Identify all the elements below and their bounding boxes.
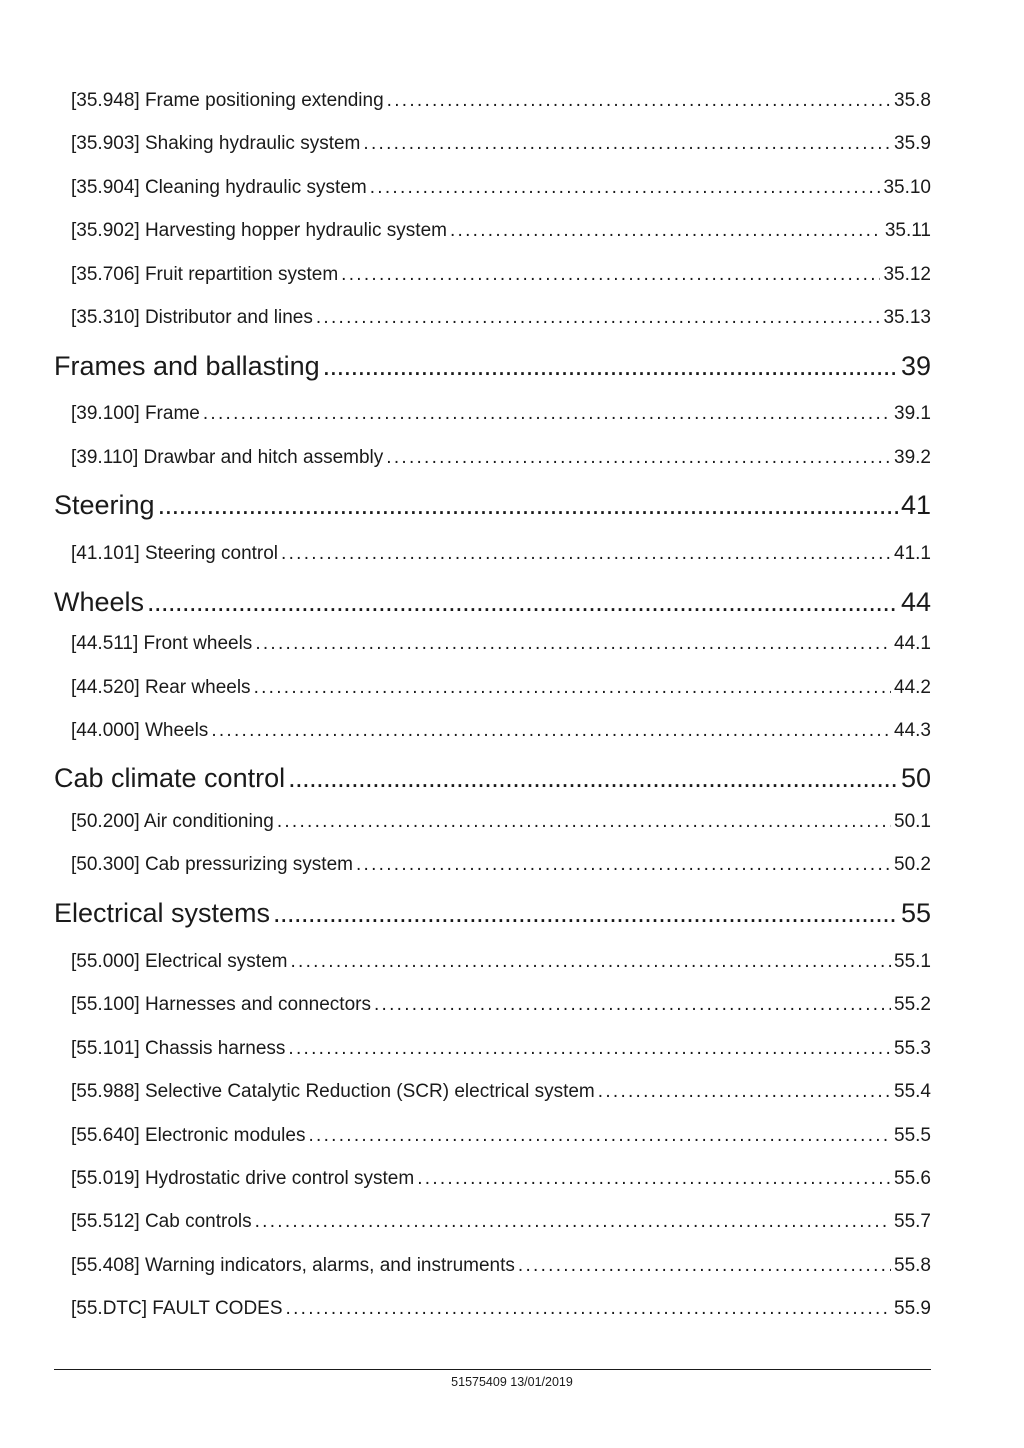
section-label: Frames and ballasting <box>54 351 320 381</box>
toc-section-frames-and-ballasting[interactable] <box>54 351 931 382</box>
dot-leader <box>288 763 898 794</box>
toc-entry-55-019[interactable] <box>71 1168 931 1190</box>
entry-label: [50.200] Air conditioning <box>71 811 274 832</box>
toc-section-wheels[interactable] <box>54 587 931 618</box>
entry-label: [39.110] Drawbar and hitch assembly <box>71 447 384 468</box>
toc-entry-55-640[interactable] <box>71 1125 931 1147</box>
dot-leader <box>316 307 881 329</box>
entry-page: 39.2 <box>894 447 931 468</box>
dot-leader <box>450 220 882 242</box>
entry-label: [44.000] Wheels <box>71 720 209 741</box>
toc-entry-55-988[interactable] <box>71 1081 931 1103</box>
dot-leader <box>203 403 891 425</box>
toc-entry-35-904[interactable] <box>71 177 931 199</box>
toc-entry-35-310[interactable] <box>71 307 931 329</box>
entry-label: [35.706] Fruit repartition system <box>71 264 339 285</box>
entry-label: [55.408] Warning indicators, alarms, and instruments <box>71 1255 515 1276</box>
entry-page: 41.1 <box>894 543 931 564</box>
dot-leader <box>273 898 898 929</box>
entry-page: 55.6 <box>894 1168 931 1189</box>
entry-page: 35.9 <box>894 133 931 154</box>
toc-entry-44-511[interactable] <box>71 633 931 655</box>
entry-page: 55.8 <box>894 1255 931 1276</box>
dot-leader <box>158 490 898 521</box>
toc-section-electrical-systems[interactable] <box>54 898 931 929</box>
toc-entry-39-110[interactable] <box>71 447 931 469</box>
entry-label: [55.512] Cab controls <box>71 1211 252 1232</box>
dot-leader <box>277 811 891 833</box>
entry-label: [55.000] Electrical system <box>71 951 288 972</box>
toc-entry-55-408[interactable] <box>71 1255 931 1277</box>
dot-leader <box>211 720 891 742</box>
toc-entry-55-512[interactable] <box>71 1211 931 1233</box>
dot-leader <box>598 1081 891 1103</box>
section-page: 44 <box>900 587 931 617</box>
toc-entry-50-200[interactable] <box>71 811 931 833</box>
dot-leader <box>341 264 880 286</box>
section-page: 41 <box>900 490 931 520</box>
dot-leader <box>356 854 891 876</box>
section-label: Wheels <box>54 587 145 617</box>
toc-entry-55-dtc[interactable] <box>71 1298 931 1320</box>
entry-page: 55.9 <box>894 1298 931 1319</box>
entry-label: [35.904] Cleaning hydraulic system <box>71 177 367 198</box>
entry-page: 44.3 <box>894 720 931 741</box>
dot-leader <box>308 1125 891 1147</box>
entry-page: 35.13 <box>883 307 931 328</box>
dot-leader <box>288 1038 891 1060</box>
dot-leader <box>387 90 891 112</box>
entry-label: [55.019] Hydrostatic drive control system <box>71 1168 415 1189</box>
entry-page: 50.1 <box>894 811 931 832</box>
entry-page: 44.1 <box>894 633 931 654</box>
entry-page: 55.5 <box>894 1125 931 1146</box>
toc-section-steering[interactable] <box>54 490 931 521</box>
dot-leader <box>290 951 891 973</box>
toc-entry-39-100[interactable] <box>71 403 931 425</box>
entry-page: 39.1 <box>894 403 931 424</box>
dot-leader <box>363 133 891 155</box>
dot-leader <box>255 1211 891 1233</box>
dot-leader <box>286 1298 892 1320</box>
footer-document-id: 51575409 13/01/2019 <box>451 1375 573 1389</box>
dot-leader <box>323 351 898 382</box>
toc-section-cab-climate-control[interactable] <box>54 763 931 794</box>
section-page: 39 <box>900 351 931 381</box>
entry-label: [44.520] Rear wheels <box>71 677 251 698</box>
toc-entry-35-903[interactable] <box>71 133 931 155</box>
entry-page: 55.2 <box>894 994 931 1015</box>
toc-entry-35-948[interactable] <box>71 90 931 112</box>
dot-leader <box>386 447 891 469</box>
entry-label: [55.100] Harnesses and connectors <box>71 994 371 1015</box>
entry-page: 35.11 <box>884 220 931 241</box>
toc-entry-44-000[interactable] <box>71 720 931 742</box>
entry-page: 35.10 <box>883 177 931 198</box>
toc-entry-41-101[interactable] <box>71 543 931 565</box>
entry-label: [35.902] Harvesting hopper hydraulic system <box>71 220 447 241</box>
entry-label: [55.640] Electronic modules <box>71 1125 306 1146</box>
dot-leader <box>417 1168 891 1190</box>
entry-label: [55.101] Chassis harness <box>71 1038 286 1059</box>
entry-label: [35.903] Shaking hydraulic system <box>71 133 361 154</box>
entry-page: 35.8 <box>894 90 931 111</box>
dot-leader <box>518 1255 891 1277</box>
toc-entry-35-706[interactable] <box>71 264 931 286</box>
dot-leader <box>281 543 891 565</box>
entry-page: 50.2 <box>894 854 931 875</box>
toc-entry-35-902[interactable] <box>71 220 931 242</box>
dot-leader <box>147 587 898 618</box>
entry-page: 55.3 <box>894 1038 931 1059</box>
section-page: 55 <box>900 898 931 928</box>
dot-leader <box>374 994 891 1016</box>
section-label: Steering <box>54 490 155 520</box>
entry-page: 55.7 <box>894 1211 931 1232</box>
toc-entry-55-100[interactable] <box>71 994 931 1016</box>
toc-entry-55-101[interactable] <box>71 1038 931 1060</box>
entry-label: [55.988] Selective Catalytic Reduction (SCR) electrical system <box>71 1081 595 1102</box>
section-label: Electrical systems <box>54 898 271 928</box>
entry-label: [50.300] Cab pressurizing system <box>71 854 353 875</box>
entry-label: [44.511] Front wheels <box>71 633 253 654</box>
dot-leader <box>370 177 881 199</box>
dot-leader <box>255 633 891 655</box>
section-label: Cab climate control <box>54 763 286 793</box>
entry-label: [35.310] Distributor and lines <box>71 307 313 328</box>
footer-divider <box>54 1369 931 1370</box>
entry-label: [55.DTC] FAULT CODES <box>71 1298 283 1319</box>
entry-label: [35.948] Frame positioning extending <box>71 90 384 111</box>
entry-page: 55.1 <box>894 951 931 972</box>
entry-label: [41.101] Steering control <box>71 543 279 564</box>
section-page: 50 <box>900 763 931 793</box>
entry-page: 55.4 <box>894 1081 931 1102</box>
toc-entry-55-000[interactable] <box>71 951 931 973</box>
entry-page: 44.2 <box>894 677 931 698</box>
toc-entry-50-300[interactable] <box>71 854 931 876</box>
entry-page: 35.12 <box>883 264 931 285</box>
entry-label: [39.100] Frame <box>71 403 200 424</box>
toc-entry-44-520[interactable] <box>71 677 931 699</box>
dot-leader <box>254 677 891 699</box>
